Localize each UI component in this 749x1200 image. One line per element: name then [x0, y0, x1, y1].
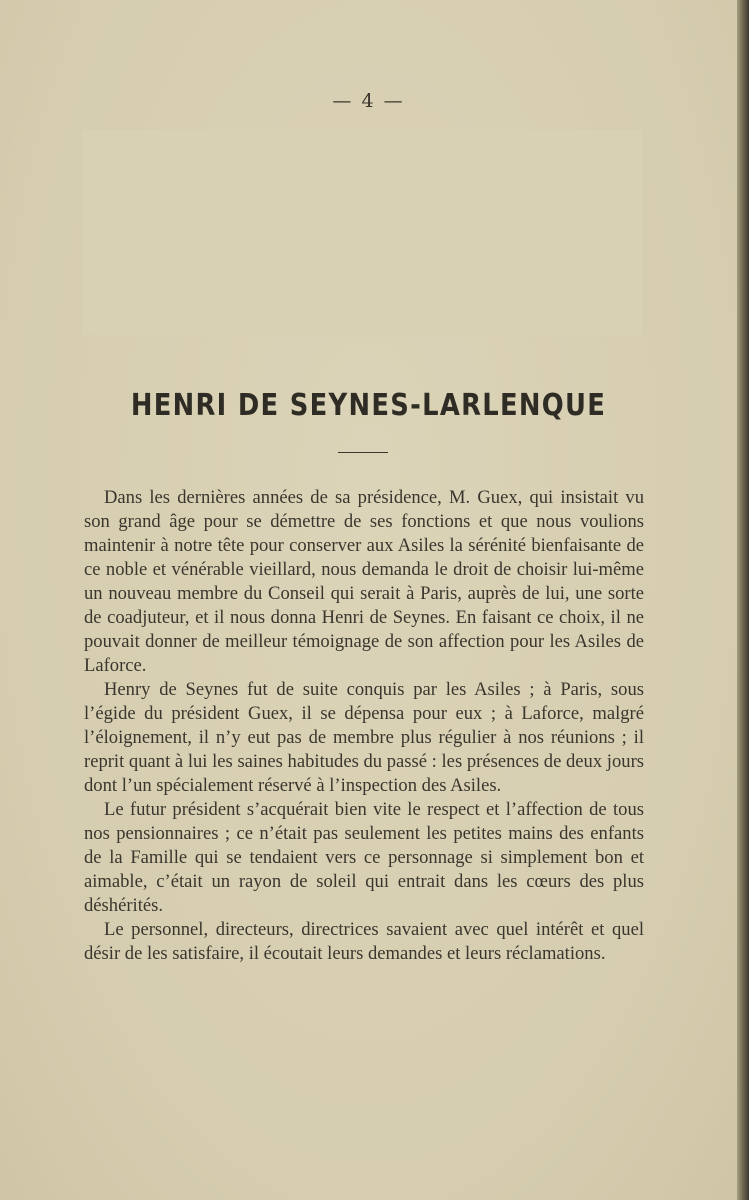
paragraph-3: Le futur président s’acquérait bien vite le respect et l’affection de tous nos pensionnaires ; ce n’était pas seulement les petites mains des enfants de la Famille qui se tendaient vers ce personnage si simplement bon et aimable, c’était un rayon de soleil qui entrait dans les cœurs des plus déshérités.: [84, 799, 644, 916]
chapter-title: HENRI DE SEYNES-LARLENQUE: [130, 388, 607, 423]
page-edge: [737, 0, 749, 1200]
body-text: [84, 486, 644, 966]
page-number: — 4 —: [332, 90, 405, 112]
paragraph-1: Dans les dernières années de sa présidence, M. Guex, qui insistait vu son grand âge pour se démettre de ses fonctions et que nous voulions maintenir à notre tête pour conserver aux Asiles la sérénité bienfaisante de ce noble et vénérable vieillard, nous demanda le droit de choisir lui-même un nouveau membre du Conseil qui serait à Paris, auprès de lui, une sorte de coadjuteur, et il nous donna Henri de Seynes. En faisant ce choix, il ne pouvait donner de meilleur témoignage de son affection pour les Asiles de Laforce.: [84, 487, 644, 676]
title-divider: [338, 452, 388, 453]
blank-area: [83, 130, 643, 335]
paragraph-2: Henry de Seynes fut de suite conquis par les Asiles ; à Paris, sous l’égide du président Guex, il se dépensa pour eux ; à Laforce, malgré l’éloignement, il n’y eut pas de membre plus régulier à nos réunions ; il reprit quant à lui les saines habitudes du passé : les présences de deux jours dont l’un spécialement réservé à l’inspection des Asiles.: [84, 679, 644, 796]
paragraph-4: Le personnel, directeurs, directrices savaient avec quel intérêt et quel désir de les satisfaire, il écoutait leurs demandes et leurs réclamations.: [84, 919, 644, 964]
